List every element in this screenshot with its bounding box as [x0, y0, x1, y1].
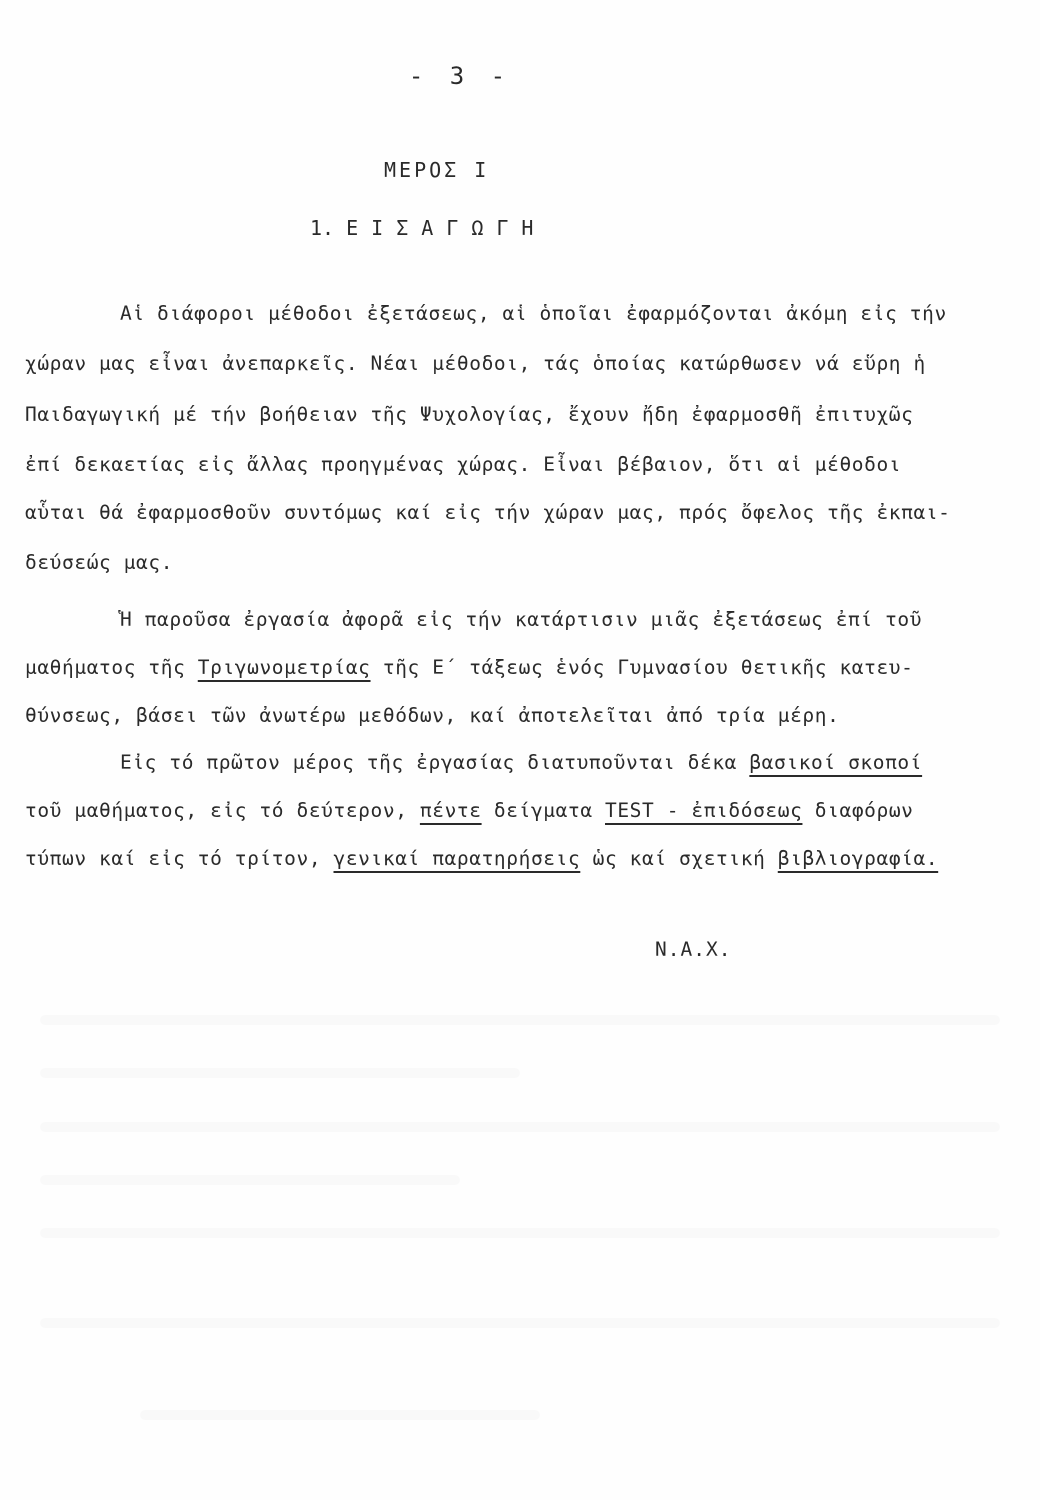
text-run: ὡς καί σχετική [580, 847, 778, 870]
show-through-mark [40, 1228, 1000, 1238]
paragraph-line [25, 847, 938, 870]
paragraph-line: Αἱ διάφοροι μέθοδοι ἐξετάσεως, αἱ ὁποῖαι ἐφαρμόζονται ἀκόμη εἰς τήν [120, 302, 947, 325]
text-run: διαφόρων [802, 799, 914, 822]
author-initials: Ν.Α.Χ. [655, 938, 732, 961]
text-run: Εἰς τό πρῶτον μέρος τῆς ἐργασίας διατυποῦνται δέκα [120, 751, 750, 774]
underlined-term: βιβλιογραφία. [777, 847, 939, 870]
underlined-term: TEST - ἐπιδόσεως [605, 799, 803, 822]
underlined-term: πέντε [419, 799, 482, 822]
paragraph-line: Ἡ παροῦσα ἐργασία ἀφορᾶ εἰς τήν κατάρτισιν μιᾶς ἐξετάσεως ἐπί τοῦ [120, 608, 923, 631]
underlined-term: γενικαί παρατηρήσεις [333, 847, 581, 870]
paragraph-line: Παιδαγωγική μέ τήν βοήθειαν τῆς Ψυχολογίας, ἔχουν ἤδη ἐφαρμοσθῆ ἐπιτυχῶς [25, 403, 914, 426]
page-number: - 3 - [408, 62, 512, 90]
show-through-mark [140, 1410, 540, 1420]
section-heading: ΕΙΣΑΓΩΓΗ [346, 216, 547, 240]
paragraph-line [25, 799, 914, 822]
show-through-mark [40, 1068, 520, 1078]
underlined-term: Τριγωνομετρίας [197, 656, 371, 679]
show-through-mark [40, 1175, 460, 1185]
paragraph-line: ἐπί δεκαετίας εἰς ἄλλας προηγμένας χώρας. Εἶναι βέβαιον, ὅτι αἱ μέθοδοι [25, 453, 902, 476]
text-run: τῆς Ε΄ τάξεως ἑνός Γυμνασίου θετικῆς κατευ- [370, 656, 914, 679]
text-run: δείγματα [481, 799, 605, 822]
text-run: τοῦ μαθήματος, εἰς τό δεύτερον, [25, 799, 420, 822]
underlined-term: βασικοί σκοποί [749, 751, 923, 774]
show-through-mark [40, 1318, 1000, 1328]
paragraph-line [25, 656, 914, 679]
paragraph-line [120, 751, 922, 774]
part-title: ΜΕΡΟΣ Ι [384, 158, 490, 182]
show-through-mark [40, 1015, 1000, 1025]
text-run: μαθήματος τῆς [25, 656, 198, 679]
section-number: 1. [310, 216, 335, 240]
paragraph-line: χώραν μας εἶναι ἀνεπαρκεῖς. Νέαι μέθοδοι, τάς ὁποίας κατώρθωσεν νά εὕρη ἡ [25, 352, 926, 375]
show-through-mark [40, 1122, 1000, 1132]
paragraph-line: δεύσεώς μας. [25, 551, 174, 574]
section-title [310, 216, 546, 240]
paragraph-line: θύνσεως, βάσει τῶν ἀνωτέρω μεθόδων, καί ἀποτελεῖται ἀπό τρία μέρη. [25, 704, 840, 727]
text-run: τύπων καί εἰς τό τρίτον, [25, 847, 334, 870]
paragraph-line: αὗται θά ἐφαρμοσθοῦν συντόμως καί εἰς τήν χώραν μας, πρός ὄφελος τῆς ἐκπαι- [25, 501, 951, 524]
